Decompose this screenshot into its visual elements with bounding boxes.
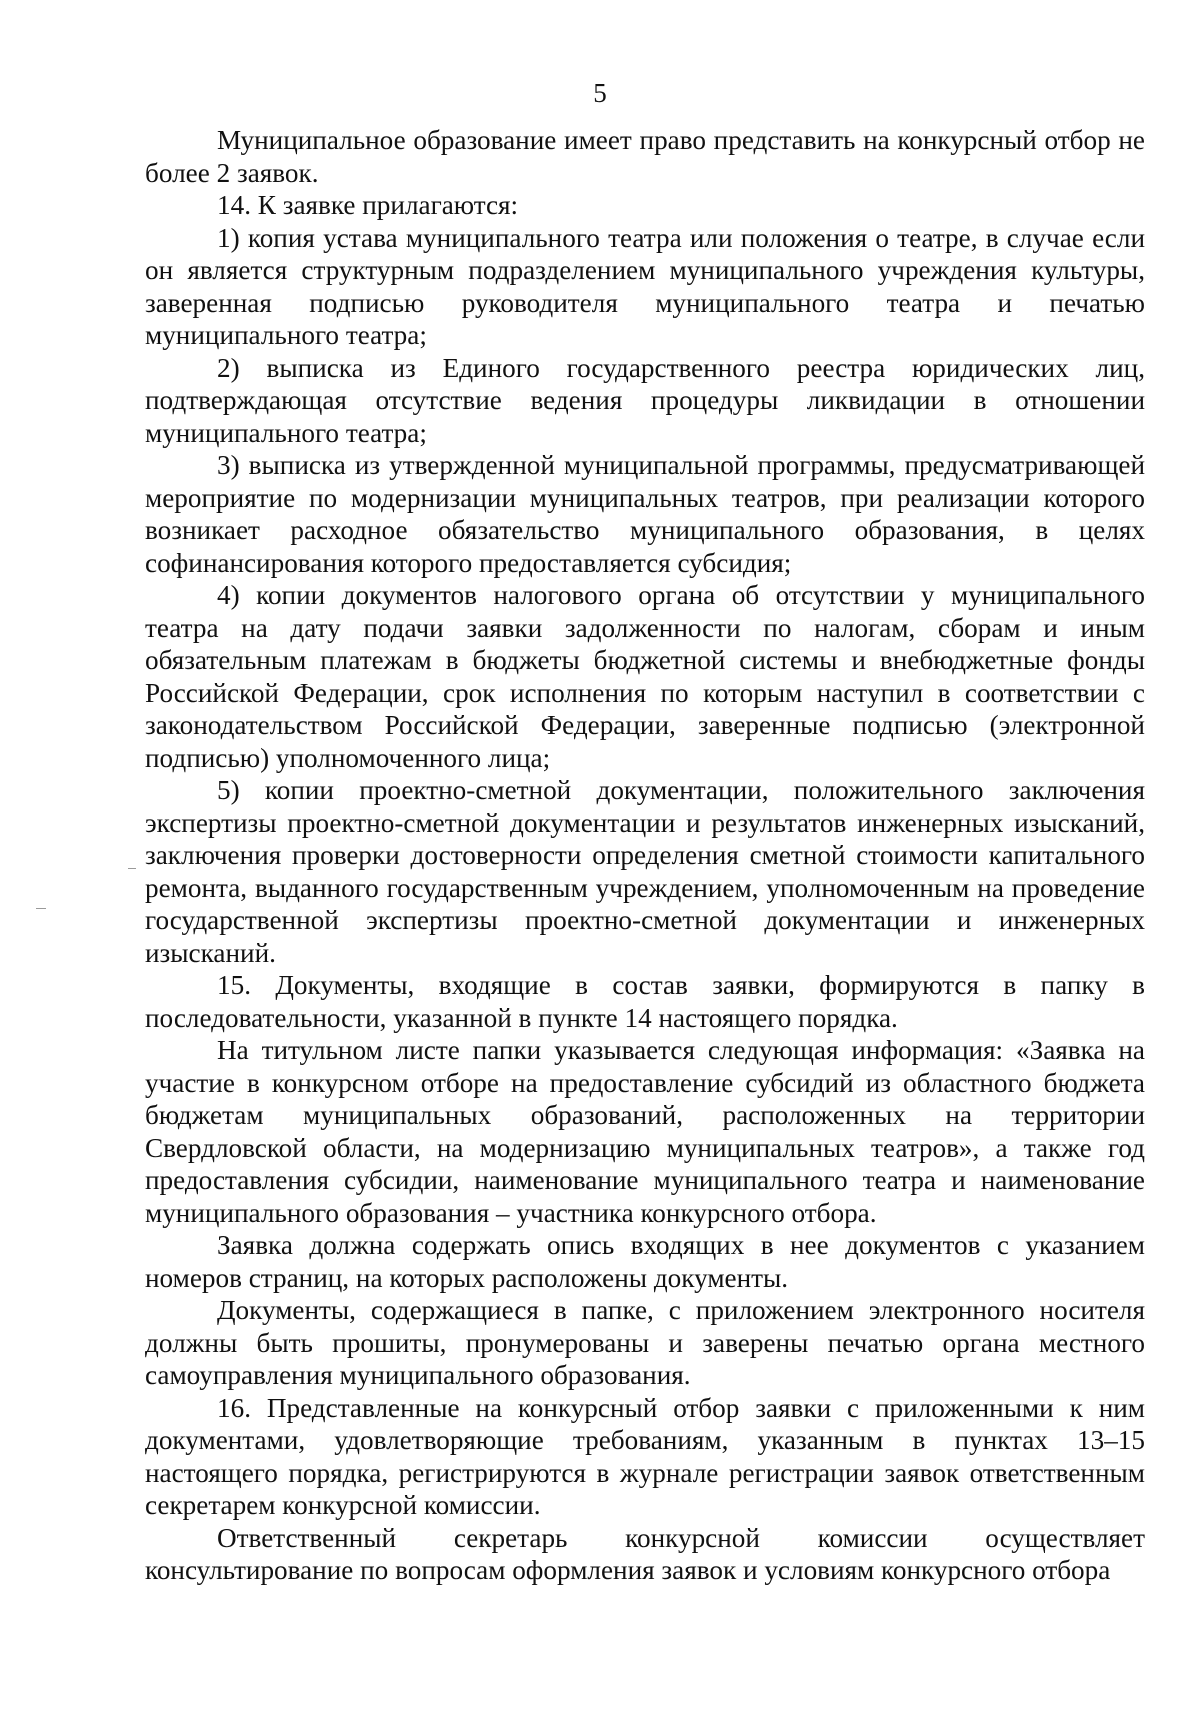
paragraph-secretary-consulting: Ответственный секретарь конкурсной комиссии осуществляет консультирование по вопросам оформления заявок и условиям конкурсного отбора xyxy=(145,1522,1145,1585)
paragraph-item-16: 16. Представленные на конкурсный отбор заявки с приложенными к ним документами, удовлетворяющие требованиям, указанным в пунктах 13–15 настоящего порядка, регистрируются в журнале регистрации заявок ответственным секретарем конкурсной комиссии. xyxy=(145,1392,1145,1520)
document-body xyxy=(145,124,1145,1587)
scan-artifact-mark xyxy=(36,908,46,909)
paragraph-application-limit: Муниципальное образование имеет право представить на конкурсный отбор не более 2 заявок. xyxy=(145,125,1145,188)
paragraph-item-14-2: 2) выписка из Единого государственного реестра юридических лиц, подтверждающая отсутствие ведения процедуры ликвидации в отношении муниципального театра; xyxy=(145,352,1145,448)
paragraph-item-14-heading: 14. К заявке прилагаются: xyxy=(217,190,519,220)
paragraph-item-14-5: 5) копии проектно-сметной документации, положительного заключения экспертизы проектно-сметной документации и результатов инженерных изысканий, заключения проверки достоверности определения сметной стоимости капитального ремонта, выданного государственным учреждением, уполномоченным на проведение государственной экспертизы проектно-сметной документации и инженерных изысканий. xyxy=(145,775,1145,968)
page-number: 5 xyxy=(593,78,607,108)
paragraph-item-14-1: 1) копия устава муниципального театра или положения о театре, в случае если он является структурным подразделением муниципального учреждения культуры, заверенная подписью руководителя муниципального театра и печатью муниципального театра; xyxy=(145,222,1145,350)
paragraph-item-14-3: 3) выписка из утвержденной муниципальной программы, предусматривающей мероприятие по модернизации муниципальных театров, при реализации которого возникает расходное обязательство муниципального образования, в целях софинансирования которого предоставляется субсидия; xyxy=(145,450,1145,578)
scan-artifact-mark xyxy=(128,868,136,869)
paragraph-inventory: Заявка должна содержать опись входящих в нее документов с указанием номеров страниц, на которых расположены документы. xyxy=(145,1230,1145,1293)
paragraph-title-sheet: На титульном листе папки указывается следующая информация: «Заявка на участие в конкурсном отборе на предоставление субсидий из областного бюджета бюджетам муниципальных образований, расположенных на территории Свердловской области, на модернизацию муниципальных театров», а также год предоставления субсидии, наименование муниципального театра и наименование муниципального образования – участника конкурсного отбора. xyxy=(145,1035,1145,1228)
paragraph-item-14-4: 4) копии документов налогового органа об отсутствии у муниципального театра на дату подачи заявки задолженности по налогам, сборам и иным обязательным платежам в бюджеты бюджетной системы и внебюджетные фонды Российской Федерации, срок исполнения по которым наступил в соответствии с законодательством Российской Федерации, заверенные подписью (электронной подписью) уполномоченного лица; xyxy=(145,580,1145,773)
paragraph-item-15: 15. Документы, входящие в состав заявки, формируются в папку в последовательности, указанной в пункте 14 настоящего порядка. xyxy=(145,970,1145,1033)
paragraph-binding: Документы, содержащиеся в папке, с приложением электронного носителя должны быть прошиты, пронумерованы и заверены печатью органа местного самоуправления муниципального образования. xyxy=(145,1295,1145,1390)
